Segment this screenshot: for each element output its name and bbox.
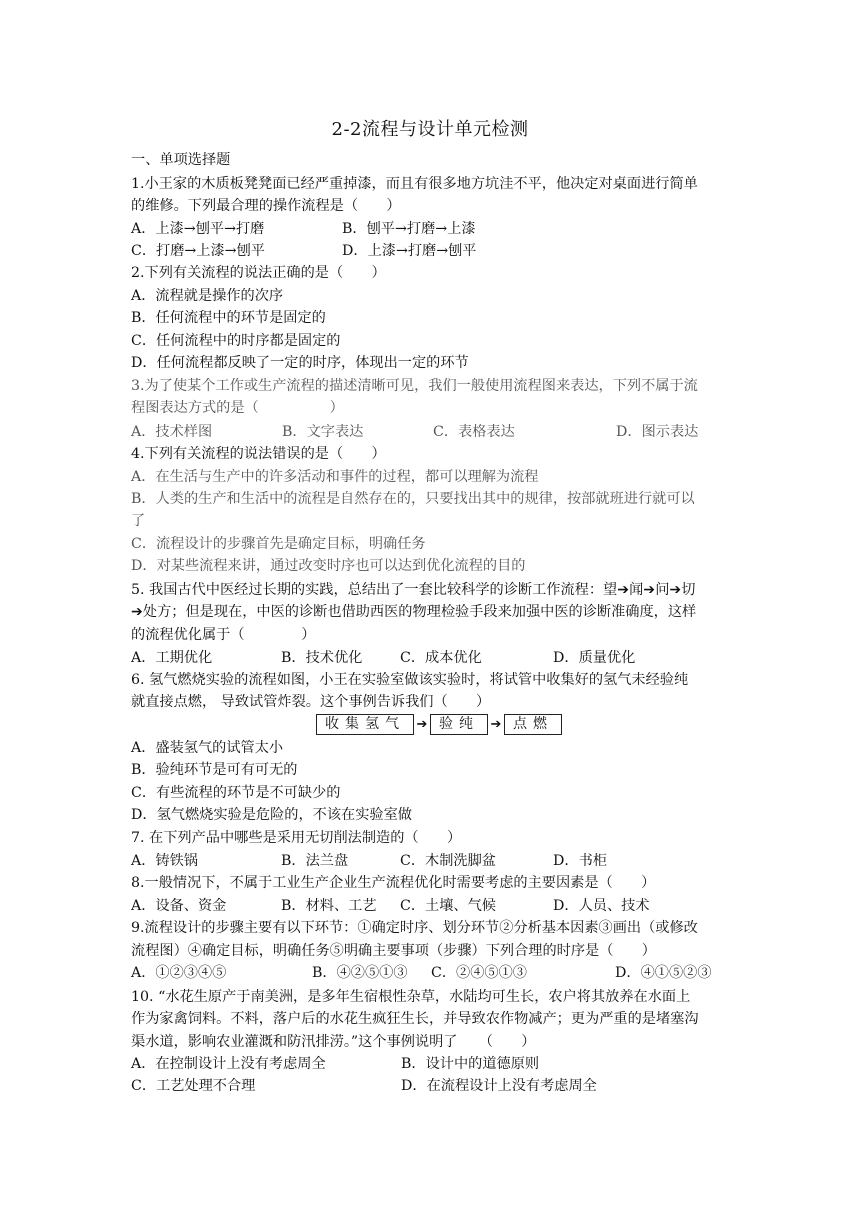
q2-stem: 2.下列有关流程的说法正确的是（ ） (131, 265, 386, 281)
flow-step-ignite: 点燃 (504, 714, 562, 735)
q9-option-a: A．①②③④⑤ (131, 965, 227, 981)
q5-stem-line3: 的流程优化属于（ ） (131, 627, 316, 643)
q4-option-d: D．对某些流程来讲，通过改变时序也可以达到优化流程的目的 (131, 558, 526, 574)
q10-option-b: B．设计中的道德原则 (401, 1056, 540, 1072)
q6-stem-line1: 6. 氢气燃烧实验的流程如图，小王在实验室做该实验时，将试管中收集好的氢气未经验纯 (131, 672, 689, 688)
q8-option-d: D．人员、技术 (553, 898, 650, 914)
q10-option-a: A．在控制设计上没有考虑周全 (131, 1056, 326, 1072)
q1-option-d: D．上漆→打磨→刨平 (342, 243, 477, 259)
q9-stem-line2: 流程图）④确定目标，明确任务⑤明确主要事项（步骤）下列合理的时序是（ ） (131, 943, 656, 959)
q5-option-a: A．工期优化 (131, 650, 213, 666)
q3-option-c: C．表格表达 (433, 424, 515, 440)
q6-option-a: A．盛装氢气的试管太小 (131, 740, 284, 756)
flow-step-purity-test: 验纯 (430, 714, 488, 735)
q5-stem-line2: ➔处方；但是现在，中医的诊断也借助西医的物理检验手段来加强中医的诊断准确度，这样 (131, 604, 697, 620)
q3-stem-line2: 程图表达方式的是（ ） (131, 400, 344, 416)
q2-option-a: A．流程就是操作的次序 (131, 288, 284, 304)
q3-option-a: A．技术样图 (131, 424, 213, 440)
q9-option-b: B．④②⑤①③ (312, 965, 408, 981)
q10-stem-line2: 作为家禽饲料。不料，落户后的水花生疯狂生长，并导致农作物减产；更为严重的是堵塞沟 (131, 1011, 699, 1027)
q10-option-d: D．在流程设计上没有考虑周全 (401, 1078, 597, 1094)
document-title: 2-2流程与设计单元检测 (331, 119, 529, 140)
section-heading: 一、单项选择题 (131, 152, 231, 168)
q6-option-d: D．氢气燃烧实验是危险的，不该在实验室做 (131, 807, 412, 823)
q1-option-b: B．刨平→打磨→上漆 (342, 221, 476, 237)
q6-stem-line2: 就直接点燃， 导致试管炸裂。这个事例告诉我们（ ） (131, 694, 491, 710)
q2-option-c: C．任何流程中的时序都是固定的 (131, 333, 341, 349)
q8-option-a: A．设备、资金 (131, 898, 227, 914)
q5-option-d: D．质量优化 (553, 650, 636, 666)
q8-stem: 8.一般情况下，不属于工业生产企业生产流程优化时需要考虑的主要因素是（ ） (131, 875, 656, 891)
q4-option-b-line2: 了 (131, 513, 146, 529)
q10-stem-line1: 10. “水花生原产于南美洲，是多年生宿根性杂草，水陆均可生长，农户将其放养在水面上 (131, 989, 691, 1005)
q1-stem-line1: 1.小王家的木质板凳凳面已经严重掉漆，而且有很多地方坑洼不平，他决定对桌面进行简单 (131, 176, 698, 192)
q1-stem-line2: 的维修。下列最合理的操作流程是（ ） (131, 198, 401, 214)
q3-option-d: D．图示表达 (616, 424, 699, 440)
q7-stem: 7. 在下列产品中哪些是采用无切削法制造的（ ） (131, 830, 462, 846)
q9-option-c: C．②④⑤①③ (431, 965, 527, 981)
q1-option-a: A．上漆→刨平→打磨 (131, 221, 265, 237)
q7-option-d: D．书柜 (553, 853, 607, 869)
q3-stem-line1: 3.为了使某个工作或生产流程的描述清晰可见，我们一般使用流程图来表达，下列不属于流 (131, 378, 698, 394)
q8-option-b: B．材料、工艺 (281, 898, 377, 914)
q9-stem-line1: 9.流程设计的步骤主要有以下环节：①确定时序、划分环节②分析基本因素③画出（或修改 (131, 920, 698, 936)
q5-stem-line1: 5. 我国古代中医经过长期的实践，总结出了一套比较科学的诊断工作流程：望➔闻➔问➔切 (131, 582, 696, 598)
q5-option-c: C．成本优化 (400, 650, 482, 666)
q4-option-c: C．流程设计的步骤首先是确定目标，明确任务 (131, 536, 426, 552)
flow-arrow-icon: ➔ (490, 716, 502, 732)
q6-flowchart (316, 713, 562, 735)
q6-option-c: C．有些流程的环节是不可缺少的 (131, 785, 341, 801)
q2-option-b: B．任何流程中的环节是固定的 (131, 310, 326, 326)
q3-option-b: B．文字表达 (282, 424, 364, 440)
q7-option-a: A．铸铁锅 (131, 853, 198, 869)
q4-stem: 4.下列有关流程的说法错误的是（ ） (131, 446, 386, 462)
q2-option-d: D．任何流程都反映了一定的时序，体现出一定的环节 (131, 355, 469, 371)
flow-arrow-icon: ➔ (416, 716, 428, 732)
q4-option-b-line1: B．人类的生产和生活中的流程是自然存在的，只要找出其中的规律，按部就班进行就可以 (131, 491, 695, 507)
q4-option-a: A．在生活与生产中的许多活动和事件的过程，都可以理解为流程 (131, 469, 539, 485)
q7-option-c: C．木制洗脚盆 (400, 853, 496, 869)
q9-option-d: D．④①⑤②③ (615, 965, 712, 981)
q8-option-c: C．土壤、气候 (400, 898, 496, 914)
q1-option-c: C．打磨→上漆→刨平 (131, 243, 265, 259)
q5-option-b: B．技术优化 (281, 650, 363, 666)
q7-option-b: B．法兰盘 (281, 853, 349, 869)
q10-stem-line3: 渠水道，影响农业灌溉和防汛排涝。”这个事例说明了 （ ） (131, 1034, 536, 1050)
q6-option-b: B．验纯环节是可有可无的 (131, 762, 298, 778)
q10-option-c: C．工艺处理不合理 (131, 1078, 256, 1094)
flow-step-collect-hydrogen: 收集氢气 (316, 714, 414, 735)
